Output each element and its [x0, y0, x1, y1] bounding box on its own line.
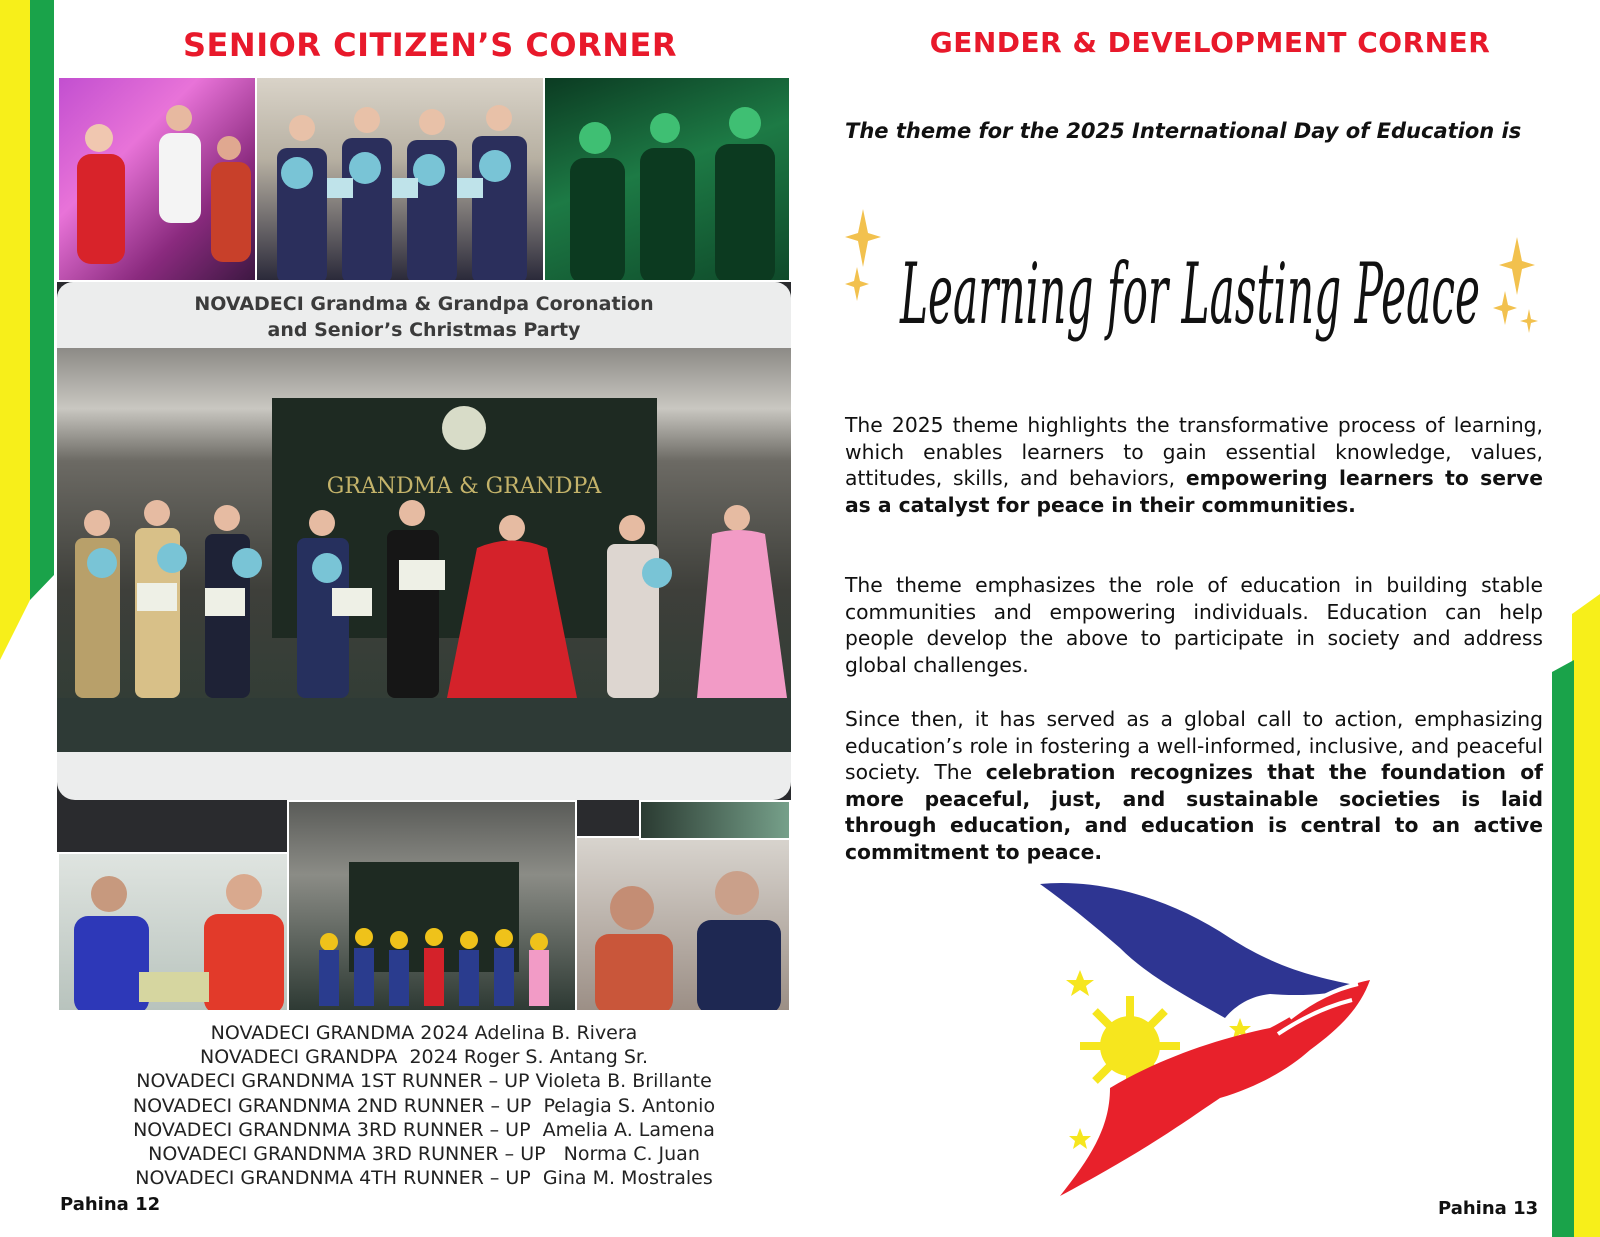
senior-corner-title: SENIOR CITIZEN’S CORNER — [183, 26, 677, 64]
caption-line: NOVADECI GRANDPA 2024 Roger S. Antang Sr. — [199, 1046, 649, 1069]
event-banner-line1: NOVADECI Grandma & Grandpa Coronation — [194, 293, 654, 315]
photo-coronation-stage — [57, 348, 791, 752]
winners-caption-list — [57, 1021, 791, 1190]
event-banner-line2: and Senior’s Christmas Party — [267, 319, 581, 341]
paragraph-3 — [845, 706, 1543, 866]
paragraph-2: The theme emphasizes the role of education in building stable communities and empowering individuals. Education can help people develop the above to participate in society and address global challenges. — [845, 573, 1543, 677]
photo-green-dance — [543, 76, 791, 282]
caption-line: NOVADECI GRANDNMA 2ND RUNNER – UP Pelagia S. Antonio — [132, 1094, 716, 1117]
theme-script-title: Learning for Lasting Peace — [898, 245, 1480, 343]
caption-line: NOVADECI GRANDNMA 4TH RUNNER – UP Gina M. Mostrales — [135, 1167, 713, 1190]
photo-gift — [639, 800, 791, 840]
right-green-stripe — [1552, 660, 1574, 1237]
photo-collage — [57, 76, 791, 1012]
collage-frame-bottom — [57, 752, 791, 800]
paragraph-1-text: The 2025 theme highlights the transformative process of learning, which enables learners to gain essential knowledge, values, attitudes, skills, and behaviors, — [845, 413, 1543, 491]
caption-line: NOVADECI GRANDNMA 1ST RUNNER – UP Violeta B. Brillante — [136, 1070, 712, 1093]
photo-dance — [57, 76, 257, 282]
caption-line: NOVADECI GRANDNMA 3RD RUNNER – UP Norma C. Juan — [148, 1143, 700, 1166]
photo-winners-hug — [57, 852, 289, 1012]
left-yellow-stripe — [0, 0, 30, 660]
photo-grandmas-bouquets — [255, 76, 545, 282]
paragraph-1 — [845, 412, 1543, 518]
paragraph-3-text: Since then, it has served as a global call to action, emphasizing education’s role in fostering a well-informed, inclusive, and peaceful society. The — [845, 707, 1543, 785]
gender-corner-title: GENDER & DEVELOPMENT CORNER — [929, 26, 1491, 59]
backdrop-text: GRANDMA & GRANDPA — [326, 474, 602, 499]
paragraph-3-bold: celebration recognizes that the foundation of more peaceful, just, and sustainable societies is laid through education, and education is central to an active commitment to peace. — [845, 760, 1543, 864]
sparkle-icon — [1493, 237, 1538, 333]
photo-group-stage — [287, 800, 577, 1012]
page-number-left: Pahina 12 — [60, 1194, 161, 1215]
theme-intro-text: The theme for the 2025 International Day of Education is — [845, 119, 1522, 143]
caption-line: NOVADECI GRANDMA 2024 Adelina B. Rivera — [210, 1022, 638, 1044]
theme-script-art — [845, 205, 1545, 385]
sparkle-icon — [845, 209, 881, 301]
right-yellow-stripe — [1572, 594, 1600, 1237]
left-green-stripe — [30, 0, 54, 600]
paragraph-1-bold: empowering learners to serve as a catalyst for peace in their communities. — [845, 466, 1543, 517]
photo-crowd — [575, 836, 791, 1012]
event-banner — [57, 282, 791, 352]
caption-line: NOVADECI GRANDNMA 3RD RUNNER – UP Amelia A. Lamena — [133, 1118, 715, 1141]
dove-hand-logo — [1040, 878, 1400, 1198]
page-number-right: Pahina 13 — [1438, 1198, 1539, 1219]
